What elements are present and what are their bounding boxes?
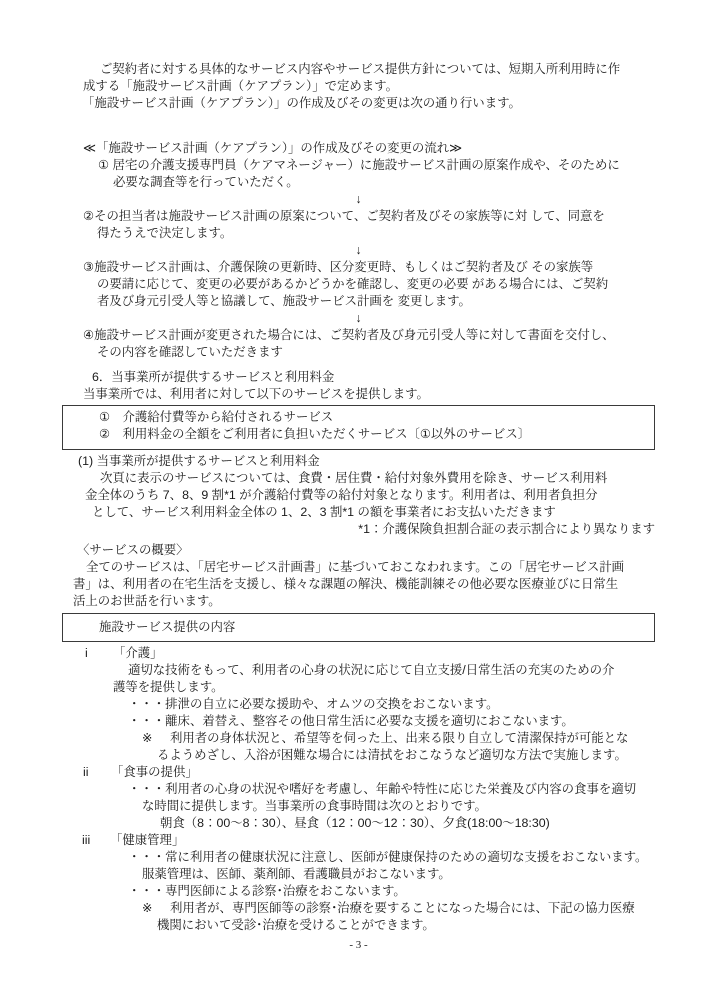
text-line: ii 「食事の提供」 (83, 765, 198, 779)
text-line: ・・・常に利用者の健康状況に注意し、医師が健康保持のための適切な支援をおこないます。 (128, 850, 648, 864)
service-content-box (62, 613, 655, 642)
text-line: ④施設サービス計画が変更された場合には、ご契約者及び身元引受人等に対して書面を交付し、 (83, 328, 615, 342)
text-line: ① 居宅の介護支援専門員（ケアマネージャー）に施設サービス計画の原案作成や、そのために (98, 158, 620, 172)
section6-heading (62, 369, 655, 403)
intro-paragraph (62, 61, 655, 112)
text-line: 得たうえで決定します。 (97, 226, 233, 240)
page-number: - 3 - (349, 939, 368, 951)
service-details-section (62, 645, 655, 934)
text-line: として、サービス利用料金全体の 1、2、3 割*1 の額を事業者にお支払いただきます (92, 505, 556, 519)
service-content-box-title: 施設サービス提供の内容 (99, 620, 236, 634)
flow-section-title: ≪「施設サービス計画（ケアプラン）」の作成及びその変更の流れ≫ (83, 141, 463, 155)
text-line: ②その担当者は施設サービス計画の原案について、ご契約者及びその家族等に対 して、同意を (83, 209, 605, 223)
text-line: 朝食（8：00～8：30）、昼食（12：00～12：30）、夕食(18:00～18:30) (160, 816, 550, 830)
text-line: その内容を確認していただきます (97, 345, 283, 359)
text-line: 当事業所では、利用者に対して以下のサービスを提供します。 (83, 387, 429, 401)
text-line: ・・・専門医師による診察･治療をおこないます。 (128, 884, 406, 898)
list-marker: i (85, 646, 88, 660)
text-line: 適切な技術をもって、利用者の心身の状況に応じて自立支援/日常生活の充実のための介 (128, 663, 615, 677)
service-overview-section (62, 542, 655, 610)
text-line: 服薬管理は、医師、薬剤師、看護職員がおこないます。 (142, 867, 451, 881)
list-marker: ※ (142, 901, 153, 915)
text-line: 必要な調査等を行っていただく。 (113, 175, 299, 189)
text-line: 機関において受診･治療を受けることができます。 (157, 918, 435, 932)
flow-arrow-icon: ↓ (355, 311, 362, 325)
text-line: ※ 利用者が、専門医師等の診察･治療を要することになった場合には、下記の協力医療 (142, 901, 635, 915)
text-line: の要請に応じて、変更の必要があるかどうかを確認し、変更の必要 がある場合には、ご契約 (97, 277, 609, 291)
fee-section (62, 453, 655, 538)
text-line: ・・・離床、着替え、整容その他日常生活に必要な支援を適切におこないます。 (128, 714, 574, 728)
text-line: 全てのサービスは、「居宅サービス計画書」に基づいておこなわれます。この「居宅サービス計画 (86, 560, 624, 574)
text-line: るようめざし、入浴が困難な場合には清拭をおこなうなど適切な方法で実施します。 (157, 748, 627, 762)
text-line: 金全体のうち 7、8、9 割*1 が介護給付費等の給付対象となります。利用者は、利用者負担分 (85, 488, 598, 502)
text-line: 活上のお世話を行います。 (73, 594, 221, 608)
text-line: ② 利用料金の全額をご利用者に負担いただくサービス〔①以外のサービス〕 (99, 427, 531, 441)
text-line: 〈サービスの概要〉 (77, 543, 189, 557)
text-line: 護等を提供します。 (113, 680, 224, 694)
text-line: (1) 当事業所が提供するサービスと利用料金 (78, 454, 320, 468)
text-line: な時間に提供します。当事業所の食事時間は次のとおりです。 (142, 799, 487, 813)
service-category-box (62, 405, 655, 450)
text-line: ご契約者に対する具体的なサービス内容やサービス提供方針については、短期入所利用時に作 (100, 62, 621, 76)
text-line: 成する「施設サービス計画（ケアプラン）」で定めます。 (83, 79, 398, 93)
flow-arrow-icon: ↓ (355, 192, 362, 206)
text-line: ・・・排泄の自立に必要な援助や、オムツの交換をおこないます。 (128, 697, 499, 711)
text-line: ※ 利用者の身体状況と、希望等を伺った上、出来る限り自立して清潔保持が可能とな (142, 731, 629, 745)
careplan-flow-section (62, 140, 655, 361)
text-line: *1：介護保険負担割合証の表示割合により異なります (358, 522, 655, 536)
text-line: ・・・利用者の心身の状況や嗜好を考慮し、年齢や特性に応じた栄養及び内容の食事を適切 (128, 782, 637, 796)
flow-arrow-icon: ↓ (355, 243, 362, 257)
text-line: 「施設サービス計画（ケアプラン）」の作成及びその変更は次の通り行います。 (82, 96, 521, 110)
text-line: i 「介護」 (85, 646, 163, 660)
text-line: iii 「健康管理」 (82, 833, 185, 847)
text-line: ① 介護給付費等から給付されるサービス (99, 410, 334, 424)
text-line: 書」は、利用者の在宅生活を支援し、様々な課題の解決、機能訓練その他必要な医療並びに日常生 (73, 577, 619, 591)
text-line: 者及び身元引受人等と協議して、施設サービス計画を 変更します。 (97, 294, 471, 308)
text-line: ③施設サービス計画は、介護保険の更新時、区分変更時、もしくはご契約者及び その家族等 (83, 260, 594, 274)
list-marker: ※ (142, 731, 153, 745)
text-line: 次頁に表示のサービスについては、食費・居住費・給付対象外費用を除き、サービス利用料 (100, 471, 608, 485)
text-line: 6．当事業所が提供するサービスと利用料金 (92, 370, 335, 384)
list-marker: iii (82, 833, 91, 847)
list-marker: ii (83, 765, 89, 779)
flow-steps (62, 157, 655, 361)
